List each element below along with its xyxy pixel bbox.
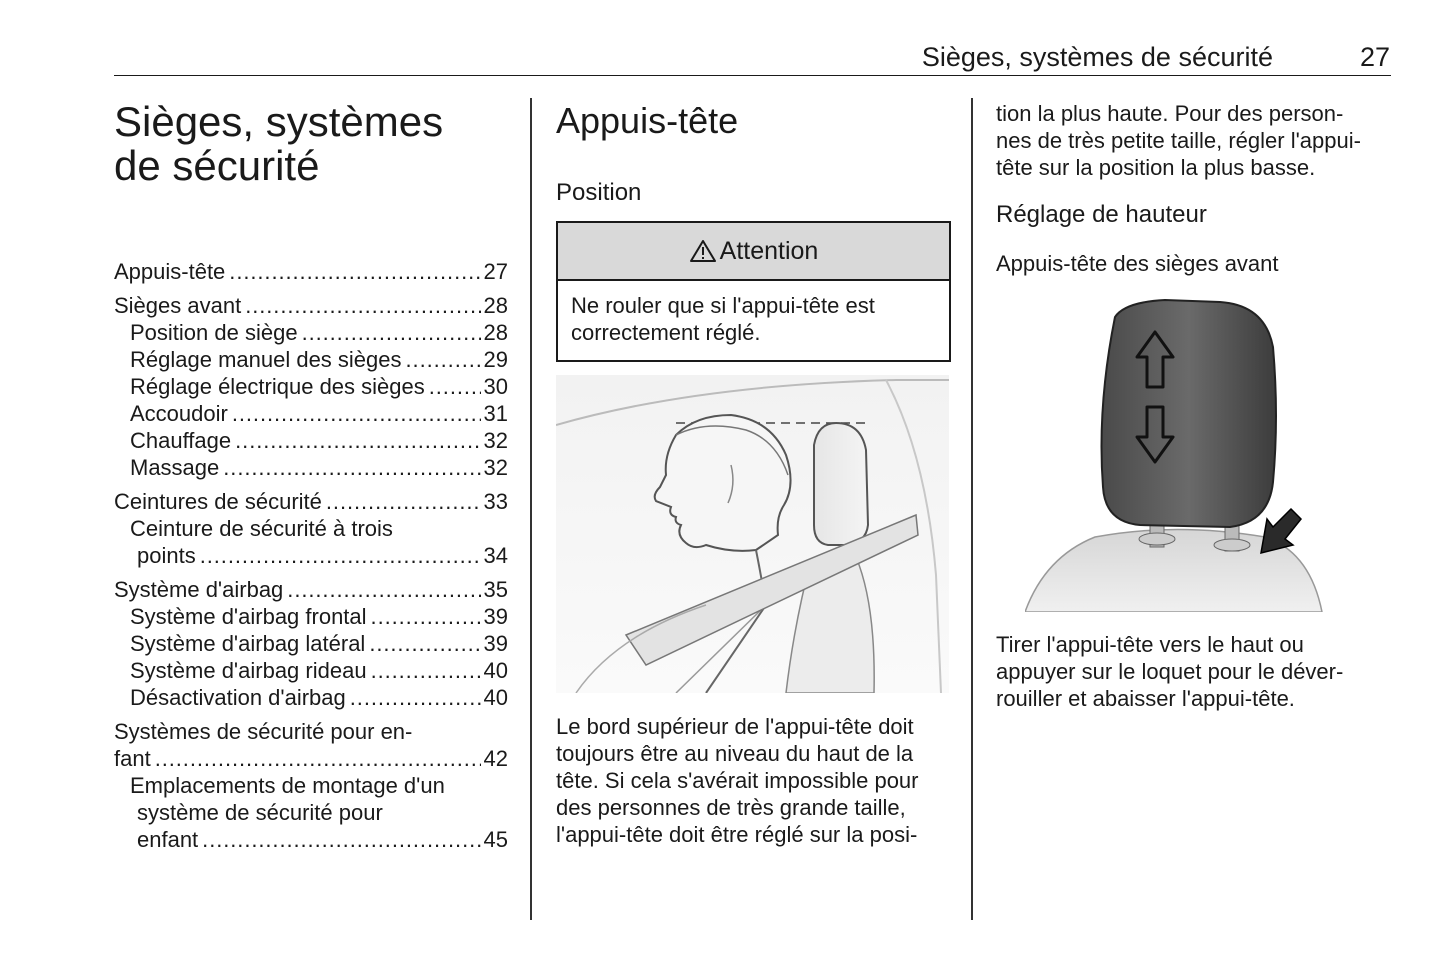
toc-entry-label: Sièges avant bbox=[114, 293, 242, 318]
warning-body-line1: Ne rouler que si l'appui-tête est bbox=[571, 293, 875, 318]
para2-line: Tirer l'appui-tête vers le haut ou bbox=[996, 632, 1304, 657]
toc-entry[interactable] bbox=[114, 258, 508, 285]
para1-cont-line: nes de très petite taille, régler l'appui- bbox=[996, 128, 1361, 153]
chapter-title-line1: Sièges, systèmes bbox=[114, 98, 444, 145]
para1-line: l'appui-tête doit être réglé sur la posi- bbox=[556, 822, 918, 847]
paragraph-headrest-position-cont bbox=[996, 100, 1361, 181]
toc-entry[interactable] bbox=[114, 772, 508, 799]
para1-cont-line: tête sur la position la plus basse. bbox=[996, 155, 1316, 180]
toc-entry-label: Appuis-tête bbox=[114, 259, 226, 284]
toc-entry-page: 28 bbox=[483, 293, 508, 318]
para1-line: Le bord supérieur de l'appui-tête doit bbox=[556, 714, 914, 739]
paragraph-height-adjust bbox=[996, 631, 1343, 712]
para1-cont-line: tion la plus haute. Pour des person- bbox=[996, 101, 1344, 126]
para1-line: tête. Si cela s'avérait impossible pour bbox=[556, 768, 919, 793]
toc-entry[interactable] bbox=[114, 515, 508, 542]
toc-entry-label: Ceintures de sécurité bbox=[114, 489, 322, 514]
toc-entry-label: Système d'airbag rideau bbox=[130, 658, 367, 683]
toc-leader-dots bbox=[326, 488, 481, 515]
toc-entry[interactable] bbox=[114, 576, 508, 603]
toc-entry-label: Désactivation d'airbag bbox=[130, 685, 346, 710]
toc-leader-dots bbox=[202, 826, 480, 853]
para1-line: toujours être au niveau du haut de la bbox=[556, 741, 914, 766]
header-title: Sièges, systèmes de sécurité bbox=[921, 42, 1273, 72]
toc-entry-label: Position de siège bbox=[130, 320, 298, 345]
toc-entry-label: fant bbox=[114, 746, 151, 771]
section-title: Appuis-tête bbox=[556, 100, 739, 141]
chapter-title bbox=[114, 100, 443, 188]
toc-entry[interactable] bbox=[114, 718, 508, 745]
toc-leader-dots bbox=[245, 292, 480, 319]
toc-entry[interactable] bbox=[114, 373, 508, 400]
toc-entry-label: Système d'airbag bbox=[114, 577, 284, 602]
toc-entry[interactable] bbox=[114, 454, 508, 481]
toc-entry[interactable] bbox=[114, 400, 508, 427]
toc-entry-page: 27 bbox=[483, 259, 508, 284]
toc-entry[interactable] bbox=[114, 745, 508, 772]
toc-leader-dots bbox=[371, 603, 481, 630]
warning-triangle-icon bbox=[689, 239, 717, 263]
toc-leader-dots bbox=[369, 630, 480, 657]
toc-entry-label: Réglage électrique des sièges bbox=[130, 374, 425, 399]
warning-box bbox=[556, 221, 951, 362]
toc-entry-page: 33 bbox=[483, 489, 508, 514]
warning-title: Attention bbox=[719, 236, 819, 265]
toc-entry-page: 32 bbox=[483, 455, 508, 480]
toc-entry-label: Système d'airbag frontal bbox=[130, 604, 367, 629]
header-rule bbox=[114, 75, 1391, 76]
para2-line: rouiller et abaisser l'appui-tête. bbox=[996, 686, 1295, 711]
toc-entry-page: 35 bbox=[483, 577, 508, 602]
toc-entry-label: Réglage manuel des sièges bbox=[130, 347, 402, 372]
para1-line: des personnes de très grande taille, bbox=[556, 795, 906, 820]
toc-entry[interactable] bbox=[114, 427, 508, 454]
toc-entry[interactable] bbox=[114, 799, 508, 826]
toc-entry-page: 31 bbox=[483, 401, 508, 426]
toc-entry[interactable] bbox=[114, 657, 508, 684]
front-headrests-heading: Appuis-tête des sièges avant bbox=[996, 251, 1279, 276]
toc-leader-dots bbox=[200, 542, 481, 569]
para2-line: appuyer sur le loquet pour le déver- bbox=[996, 659, 1344, 684]
toc-leader-dots bbox=[429, 373, 481, 400]
column-divider-left bbox=[530, 98, 532, 920]
toc-entry[interactable] bbox=[114, 684, 508, 711]
toc-entry-page: 28 bbox=[483, 320, 508, 345]
toc-entry-label: Emplacements de montage d'un bbox=[130, 773, 445, 798]
warning-header bbox=[558, 223, 949, 281]
toc-entry-page: 40 bbox=[483, 658, 508, 683]
position-heading: Position bbox=[556, 179, 642, 206]
toc-entry-page: 42 bbox=[483, 746, 508, 771]
toc-entry-page: 30 bbox=[483, 374, 508, 399]
toc-entry-label: Accoudoir bbox=[130, 401, 228, 426]
toc-leader-dots bbox=[223, 454, 480, 481]
toc-entry-label: Système d'airbag latéral bbox=[130, 631, 366, 656]
toc-entry[interactable] bbox=[114, 542, 508, 569]
toc-entry[interactable] bbox=[114, 319, 508, 346]
warning-body bbox=[558, 281, 949, 357]
column-divider-right bbox=[971, 98, 973, 920]
driver-headrest-illustration bbox=[556, 375, 949, 693]
toc-leader-dots bbox=[406, 346, 481, 373]
page-number: 27 bbox=[1359, 42, 1390, 72]
toc-leader-dots bbox=[155, 745, 481, 772]
table-of-contents bbox=[114, 258, 508, 853]
toc-entry[interactable] bbox=[114, 488, 508, 515]
toc-entry[interactable] bbox=[114, 826, 508, 853]
toc-entry-page: 29 bbox=[483, 347, 508, 372]
toc-entry-label: Systèmes de sécurité pour en- bbox=[114, 719, 413, 744]
toc-entry[interactable] bbox=[114, 292, 508, 319]
toc-entry-page: 40 bbox=[483, 685, 508, 710]
toc-leader-dots bbox=[287, 576, 480, 603]
toc-leader-dots bbox=[302, 319, 481, 346]
paragraph-headrest-position bbox=[556, 713, 918, 848]
height-adjust-heading: Réglage de hauteur bbox=[996, 201, 1207, 228]
chapter-title-line2: de sécurité bbox=[114, 142, 320, 189]
toc-entry[interactable] bbox=[114, 630, 508, 657]
toc-leader-dots bbox=[235, 427, 480, 454]
toc-leader-dots bbox=[229, 258, 480, 285]
toc-entry-label: points bbox=[137, 543, 196, 568]
toc-leader-dots bbox=[371, 657, 481, 684]
toc-entry-page: 34 bbox=[483, 543, 508, 568]
toc-entry[interactable] bbox=[114, 346, 508, 373]
toc-entry-label: enfant bbox=[137, 827, 199, 852]
toc-entry[interactable] bbox=[114, 603, 508, 630]
toc-entry-label: Chauffage bbox=[130, 428, 232, 453]
headrest-adjust-illustration bbox=[1025, 297, 1325, 612]
warning-body-line2: correctement réglé. bbox=[571, 320, 761, 345]
toc-entry-label: Ceinture de sécurité à trois bbox=[130, 516, 393, 541]
toc-leader-dots bbox=[350, 684, 481, 711]
toc-entry-page: 32 bbox=[483, 428, 508, 453]
toc-leader-dots bbox=[232, 400, 481, 427]
toc-entry-label: Massage bbox=[130, 455, 220, 480]
toc-entry-page: 39 bbox=[483, 631, 508, 656]
toc-entry-page: 45 bbox=[483, 827, 508, 852]
toc-entry-page: 39 bbox=[483, 604, 508, 629]
toc-entry-label: système de sécurité pour bbox=[137, 800, 383, 825]
